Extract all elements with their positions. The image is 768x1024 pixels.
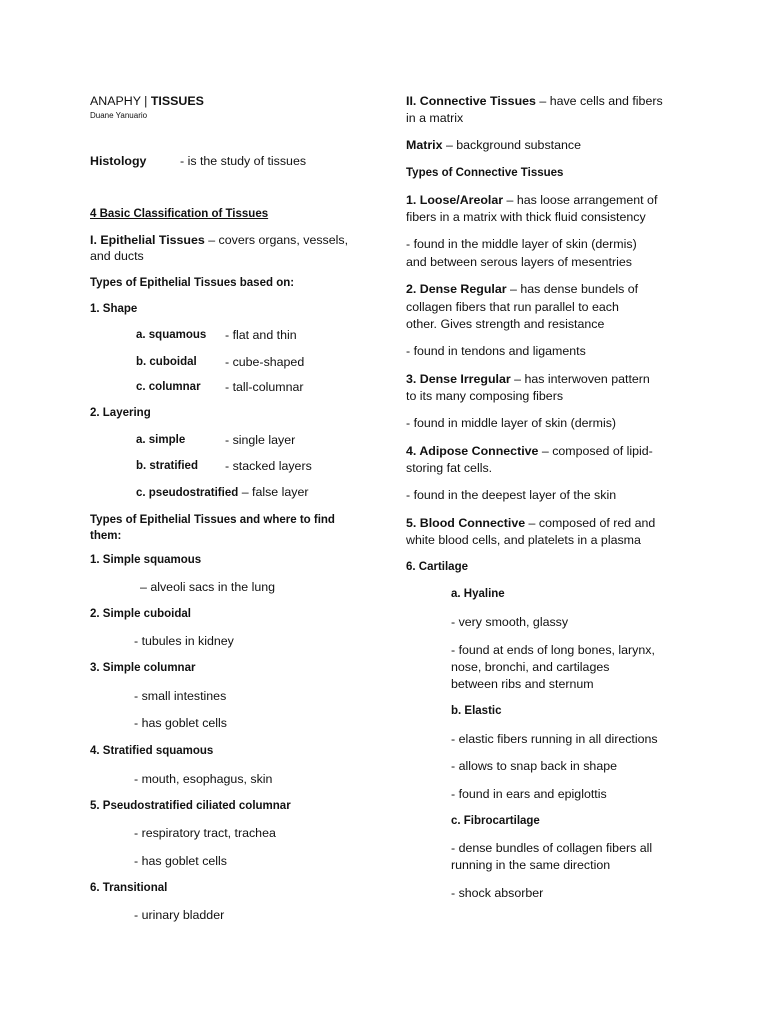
dense-regular-definition: – has dense bundels of bbox=[506, 282, 639, 296]
loose-location-2: and between serous layers of mesentries bbox=[406, 255, 632, 269]
pseudostratified-ciliated-location-2: - has goblet cells bbox=[134, 854, 227, 868]
classification-heading: 4 Basic Classification of Tissues bbox=[90, 208, 269, 220]
dense-regular-term: 2. Dense Regular bbox=[406, 282, 507, 296]
epithelial-line-1 bbox=[90, 232, 348, 249]
matrix-definition: – background substance bbox=[442, 138, 581, 152]
adipose-location: - found in the deepest layer of the skin bbox=[406, 488, 617, 502]
adipose-line-2: storing fat cells. bbox=[406, 461, 493, 475]
hyaline-item-2-line-1: - found at ends of long bones, larynx, bbox=[451, 643, 655, 657]
elastic-item-2: - allows to snap back in shape bbox=[451, 759, 617, 773]
transitional-location: - urinary bladder bbox=[134, 908, 225, 922]
epithelial-line-2: and ducts bbox=[90, 249, 144, 263]
layering-desc-pseudostratified: – false layer bbox=[238, 485, 309, 499]
dense-irregular-location: - found in middle layer of skin (dermis) bbox=[406, 416, 617, 430]
elastic-heading: b. Elastic bbox=[451, 705, 502, 717]
loose-term: 1. Loose/Areolar bbox=[406, 193, 504, 207]
hyaline-heading: a. Hyaline bbox=[451, 588, 505, 600]
stratified-squamous-heading: 4. Stratified squamous bbox=[90, 745, 214, 757]
fibrocartilage-item-2: - shock absorber bbox=[451, 886, 544, 900]
simple-cuboidal-heading: 2. Simple cuboidal bbox=[90, 608, 191, 620]
shape-term-columnar: c. columnar bbox=[136, 381, 201, 393]
transitional-heading: 6. Transitional bbox=[90, 882, 168, 894]
layering-pseudostratified bbox=[136, 484, 309, 502]
fibrocartilage-heading: c. Fibrocartilage bbox=[451, 815, 540, 827]
pseudostratified-ciliated-location-1: - respiratory tract, trachea bbox=[134, 826, 276, 840]
topic-name: TISSUES bbox=[150, 94, 204, 108]
layering-term-simple: a. simple bbox=[136, 434, 186, 446]
connective-line-1 bbox=[406, 93, 663, 110]
simple-cuboidal-location: - tubules in kidney bbox=[134, 634, 234, 648]
connective-term: II. Connective Tissues bbox=[406, 94, 536, 108]
elastic-item-1: - elastic fibers running in all directions bbox=[451, 732, 658, 746]
pseudostratified-ciliated-heading: 5. Pseudostratified ciliated columnar bbox=[90, 800, 291, 812]
epithelial-term: I. Epithelial Tissues bbox=[90, 233, 205, 247]
adipose-term: 4. Adipose Connective bbox=[406, 444, 539, 458]
simple-columnar-location-2: - has goblet cells bbox=[134, 716, 227, 730]
dense-irregular-term: 3. Dense Irregular bbox=[406, 372, 511, 386]
layering-desc-simple: - single layer bbox=[225, 433, 296, 447]
loose-definition: – has loose arrangement of bbox=[503, 193, 658, 207]
loose-line-2: fibers in a matrix with thick fluid consistency bbox=[406, 210, 646, 224]
blood-line-2: white blood cells, and platelets in a plasma bbox=[406, 533, 641, 547]
epithelial-definition: – covers organs, vessels, bbox=[204, 233, 349, 247]
dense-irregular-definition: – has interwoven pattern bbox=[510, 372, 650, 386]
stratified-squamous-location: - mouth, esophagus, skin bbox=[134, 772, 273, 786]
shape-desc-squamous: - flat and thin bbox=[225, 328, 297, 342]
adipose-definition: – composed of lipid- bbox=[538, 444, 653, 458]
hyaline-item-1: - very smooth, glassy bbox=[451, 615, 569, 629]
blood-definition: – composed of red and bbox=[525, 516, 656, 530]
types-connective-heading: Types of Connective Tissues bbox=[406, 167, 564, 179]
hyaline-item-2-line-3: between ribs and sternum bbox=[451, 677, 594, 691]
layering-heading: 2. Layering bbox=[90, 407, 151, 419]
layering-desc-stratified: - stacked layers bbox=[225, 459, 312, 473]
dense-regular-line-2: collagen fibers that run parallel to each bbox=[406, 300, 619, 314]
elastic-item-3: - found in ears and epiglottis bbox=[451, 787, 607, 801]
simple-columnar-location-1: - small intestines bbox=[134, 689, 227, 703]
layering-term-stratified: b. stratified bbox=[136, 460, 198, 472]
dense-regular-line-3: other. Gives strength and resistance bbox=[406, 317, 605, 331]
histology-definition: - is the study of tissues bbox=[180, 154, 307, 168]
loose-location-1: - found in the middle layer of skin (dermis) bbox=[406, 237, 637, 251]
shape-heading: 1. Shape bbox=[90, 303, 138, 315]
fibrocartilage-item-1-line-2: running in the same direction bbox=[451, 858, 611, 872]
dense-irregular-line-2: to its many composing fibers bbox=[406, 389, 564, 403]
loose-line-1 bbox=[406, 192, 657, 209]
shape-term-squamous: a. squamous bbox=[136, 329, 207, 341]
fibrocartilage-item-1-line-1: - dense bundles of collagen fibers all bbox=[451, 841, 653, 855]
dense-irregular-line-1 bbox=[406, 371, 650, 388]
adipose-line-1 bbox=[406, 443, 653, 460]
dense-regular-location: - found in tendons and ligaments bbox=[406, 344, 586, 358]
shape-desc-columnar: - tall-columnar bbox=[225, 380, 304, 394]
cartilage-heading: 6. Cartilage bbox=[406, 561, 468, 573]
document-title bbox=[90, 93, 204, 110]
simple-squamous-heading: 1. Simple squamous bbox=[90, 554, 202, 566]
connective-definition: – have cells and fibers bbox=[535, 94, 663, 108]
author-name: Duane Yanuario bbox=[90, 111, 148, 120]
blood-term: 5. Blood Connective bbox=[406, 516, 526, 530]
shape-desc-cuboidal: - cube-shaped bbox=[225, 355, 305, 369]
simple-columnar-heading: 3. Simple columnar bbox=[90, 662, 196, 674]
simple-squamous-location: – alveoli sacs in the lung bbox=[140, 580, 276, 594]
dense-regular-line-1 bbox=[406, 281, 638, 298]
shape-term-cuboidal: b. cuboidal bbox=[136, 356, 197, 368]
layering-term-pseudostratified: c. pseudostratified bbox=[136, 487, 239, 499]
hyaline-item-2-line-2: nose, bronchi, and cartilages bbox=[451, 660, 610, 674]
where-heading-line-2: them: bbox=[90, 530, 122, 542]
matrix-term: Matrix bbox=[406, 138, 443, 152]
title-separator: | bbox=[140, 94, 151, 108]
matrix-line bbox=[406, 137, 581, 154]
connective-line-2: in a matrix bbox=[406, 111, 464, 125]
types-based-on-heading: Types of Epithelial Tissues based on: bbox=[90, 277, 295, 289]
histology-term: Histology bbox=[90, 154, 147, 168]
where-heading-line-1: Types of Epithelial Tissues and where to find bbox=[90, 514, 335, 526]
blood-line-1 bbox=[406, 515, 655, 532]
course-name: ANAPHY bbox=[90, 94, 141, 108]
